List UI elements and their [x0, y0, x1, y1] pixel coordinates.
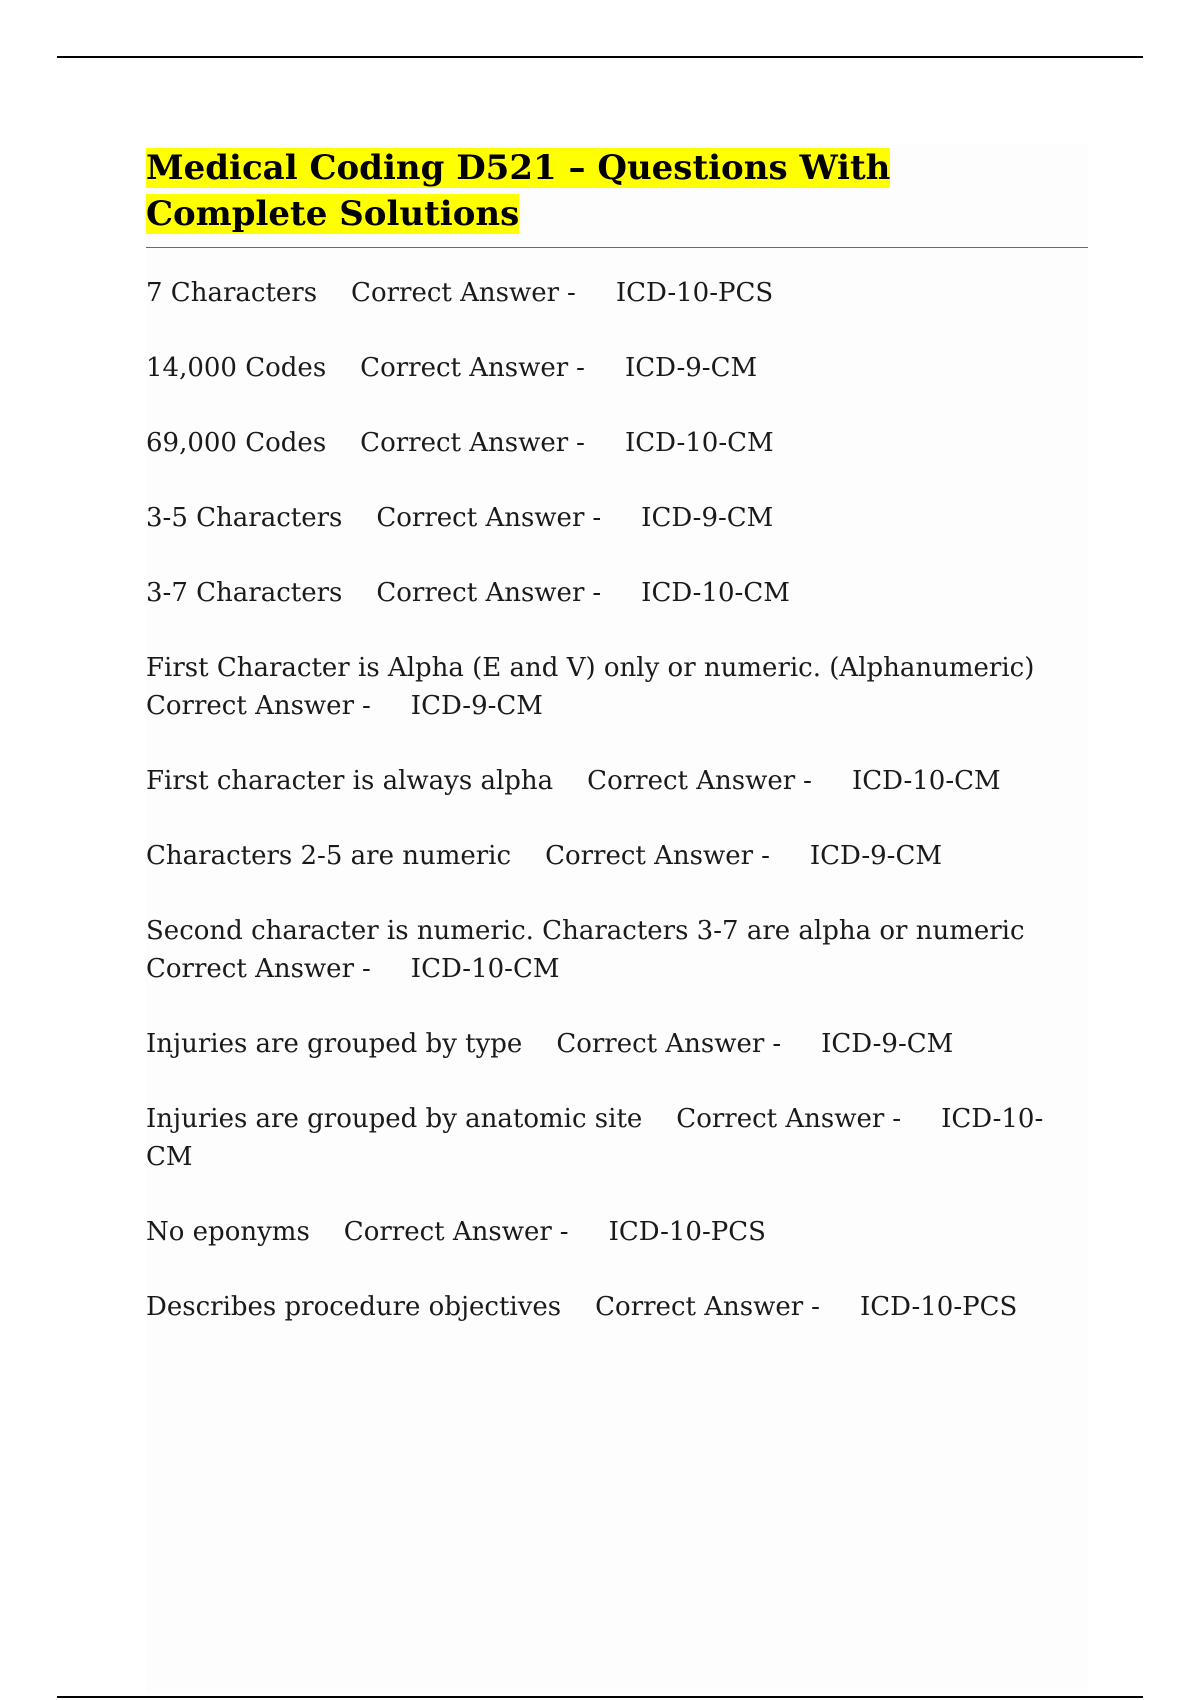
title-block: [146, 145, 1088, 248]
answer-separator: -: [803, 766, 812, 796]
qa-list: [146, 274, 1088, 1326]
answer-separator: -: [761, 841, 770, 871]
qa-item: [146, 1100, 1066, 1176]
question-text: 3-7 Characters: [146, 578, 343, 608]
answer-text: ICD-9-CM: [809, 841, 942, 871]
answer-text: ICD-10-PCS: [615, 278, 774, 308]
qa-item: [146, 1213, 1066, 1251]
qa-item: [146, 837, 1066, 875]
answer-label: Correct Answer: [146, 954, 354, 984]
answer-text: ICD-9-CM: [410, 691, 543, 721]
answer-separator: -: [362, 954, 371, 984]
answer-separator: -: [576, 353, 585, 383]
question-text: 14,000 Codes: [146, 353, 327, 383]
answer-label: Correct Answer: [360, 353, 569, 383]
answer-text: ICD-10-CM: [624, 428, 774, 458]
answer-text: ICD-9-CM: [641, 503, 774, 533]
answer-label: Correct Answer: [376, 503, 585, 533]
answer-label: Correct Answer: [556, 1029, 765, 1059]
document-title: [146, 145, 1076, 237]
answer-separator: -: [772, 1029, 782, 1059]
answer-separator: -: [362, 691, 371, 721]
answer-label: Correct Answer: [587, 766, 796, 796]
page-top-rule: [57, 56, 1143, 58]
answer-text: ICD-9-CM: [821, 1029, 954, 1059]
question-text: First Character is Alpha (E and V) only or numeric. (Alphanumeric): [146, 653, 1035, 683]
qa-item: [146, 424, 1066, 462]
answer-text: ICD-10-PCS: [859, 1292, 1018, 1322]
question-text: No eponyms: [146, 1217, 310, 1247]
qa-item: [146, 1025, 1066, 1063]
answer-separator: -: [892, 1104, 902, 1134]
question-text: First character is always alpha: [146, 766, 554, 796]
answer-text: ICD-10-PCS: [608, 1217, 766, 1247]
question-text: 7 Characters: [146, 278, 318, 308]
answer-separator: -: [567, 278, 576, 308]
answer-label: Correct Answer: [545, 841, 754, 871]
question-text: Second character is numeric. Characters 3-7 are alpha or numeric: [146, 916, 1025, 946]
answer-label: Correct Answer: [595, 1292, 804, 1322]
qa-item: [146, 274, 1066, 312]
answer-separator: -: [592, 578, 602, 608]
question-text: Describes procedure objectives: [146, 1292, 562, 1322]
answer-label: Correct Answer: [376, 578, 585, 608]
answer-text: ICD-10-CM: [851, 766, 1001, 796]
question-text: Injuries are grouped by type: [146, 1029, 523, 1059]
qa-item: [146, 574, 1066, 612]
answer-text: ICD-10-CM: [641, 578, 790, 608]
answer-label: Correct Answer: [360, 428, 569, 458]
question-text: 3-5 Characters: [146, 503, 343, 533]
answer-label: Correct Answer: [351, 278, 560, 308]
answer-text: ICD-10-CM: [146, 1104, 1044, 1172]
answer-label: Correct Answer: [146, 691, 354, 721]
answer-text: ICD-9-CM: [624, 353, 758, 383]
answer-label: Correct Answer: [676, 1104, 885, 1134]
question-text: Characters 2-5 are numeric: [146, 841, 512, 871]
answer-label: Correct Answer: [343, 1217, 552, 1247]
qa-item: [146, 912, 1066, 988]
qa-item: [146, 499, 1066, 537]
qa-item: [146, 349, 1066, 387]
answer-separator: -: [592, 503, 602, 533]
question-text: Injuries are grouped by anatomic site: [146, 1104, 643, 1134]
question-text: 69,000 Codes: [146, 428, 327, 458]
title-underline: [146, 247, 1088, 248]
document-body: [146, 145, 1088, 1694]
answer-separator: -: [576, 428, 585, 458]
qa-item: [146, 649, 1066, 725]
document-title-text: Medical Coding D521 – Questions With Complete Solutions: [146, 148, 891, 234]
answer-separator: -: [811, 1292, 820, 1322]
answer-text: ICD-10-CM: [410, 954, 560, 984]
qa-item: [146, 1288, 1066, 1326]
qa-item: [146, 762, 1066, 800]
answer-separator: -: [559, 1217, 569, 1247]
page-bottom-rule: [57, 1696, 1143, 1698]
